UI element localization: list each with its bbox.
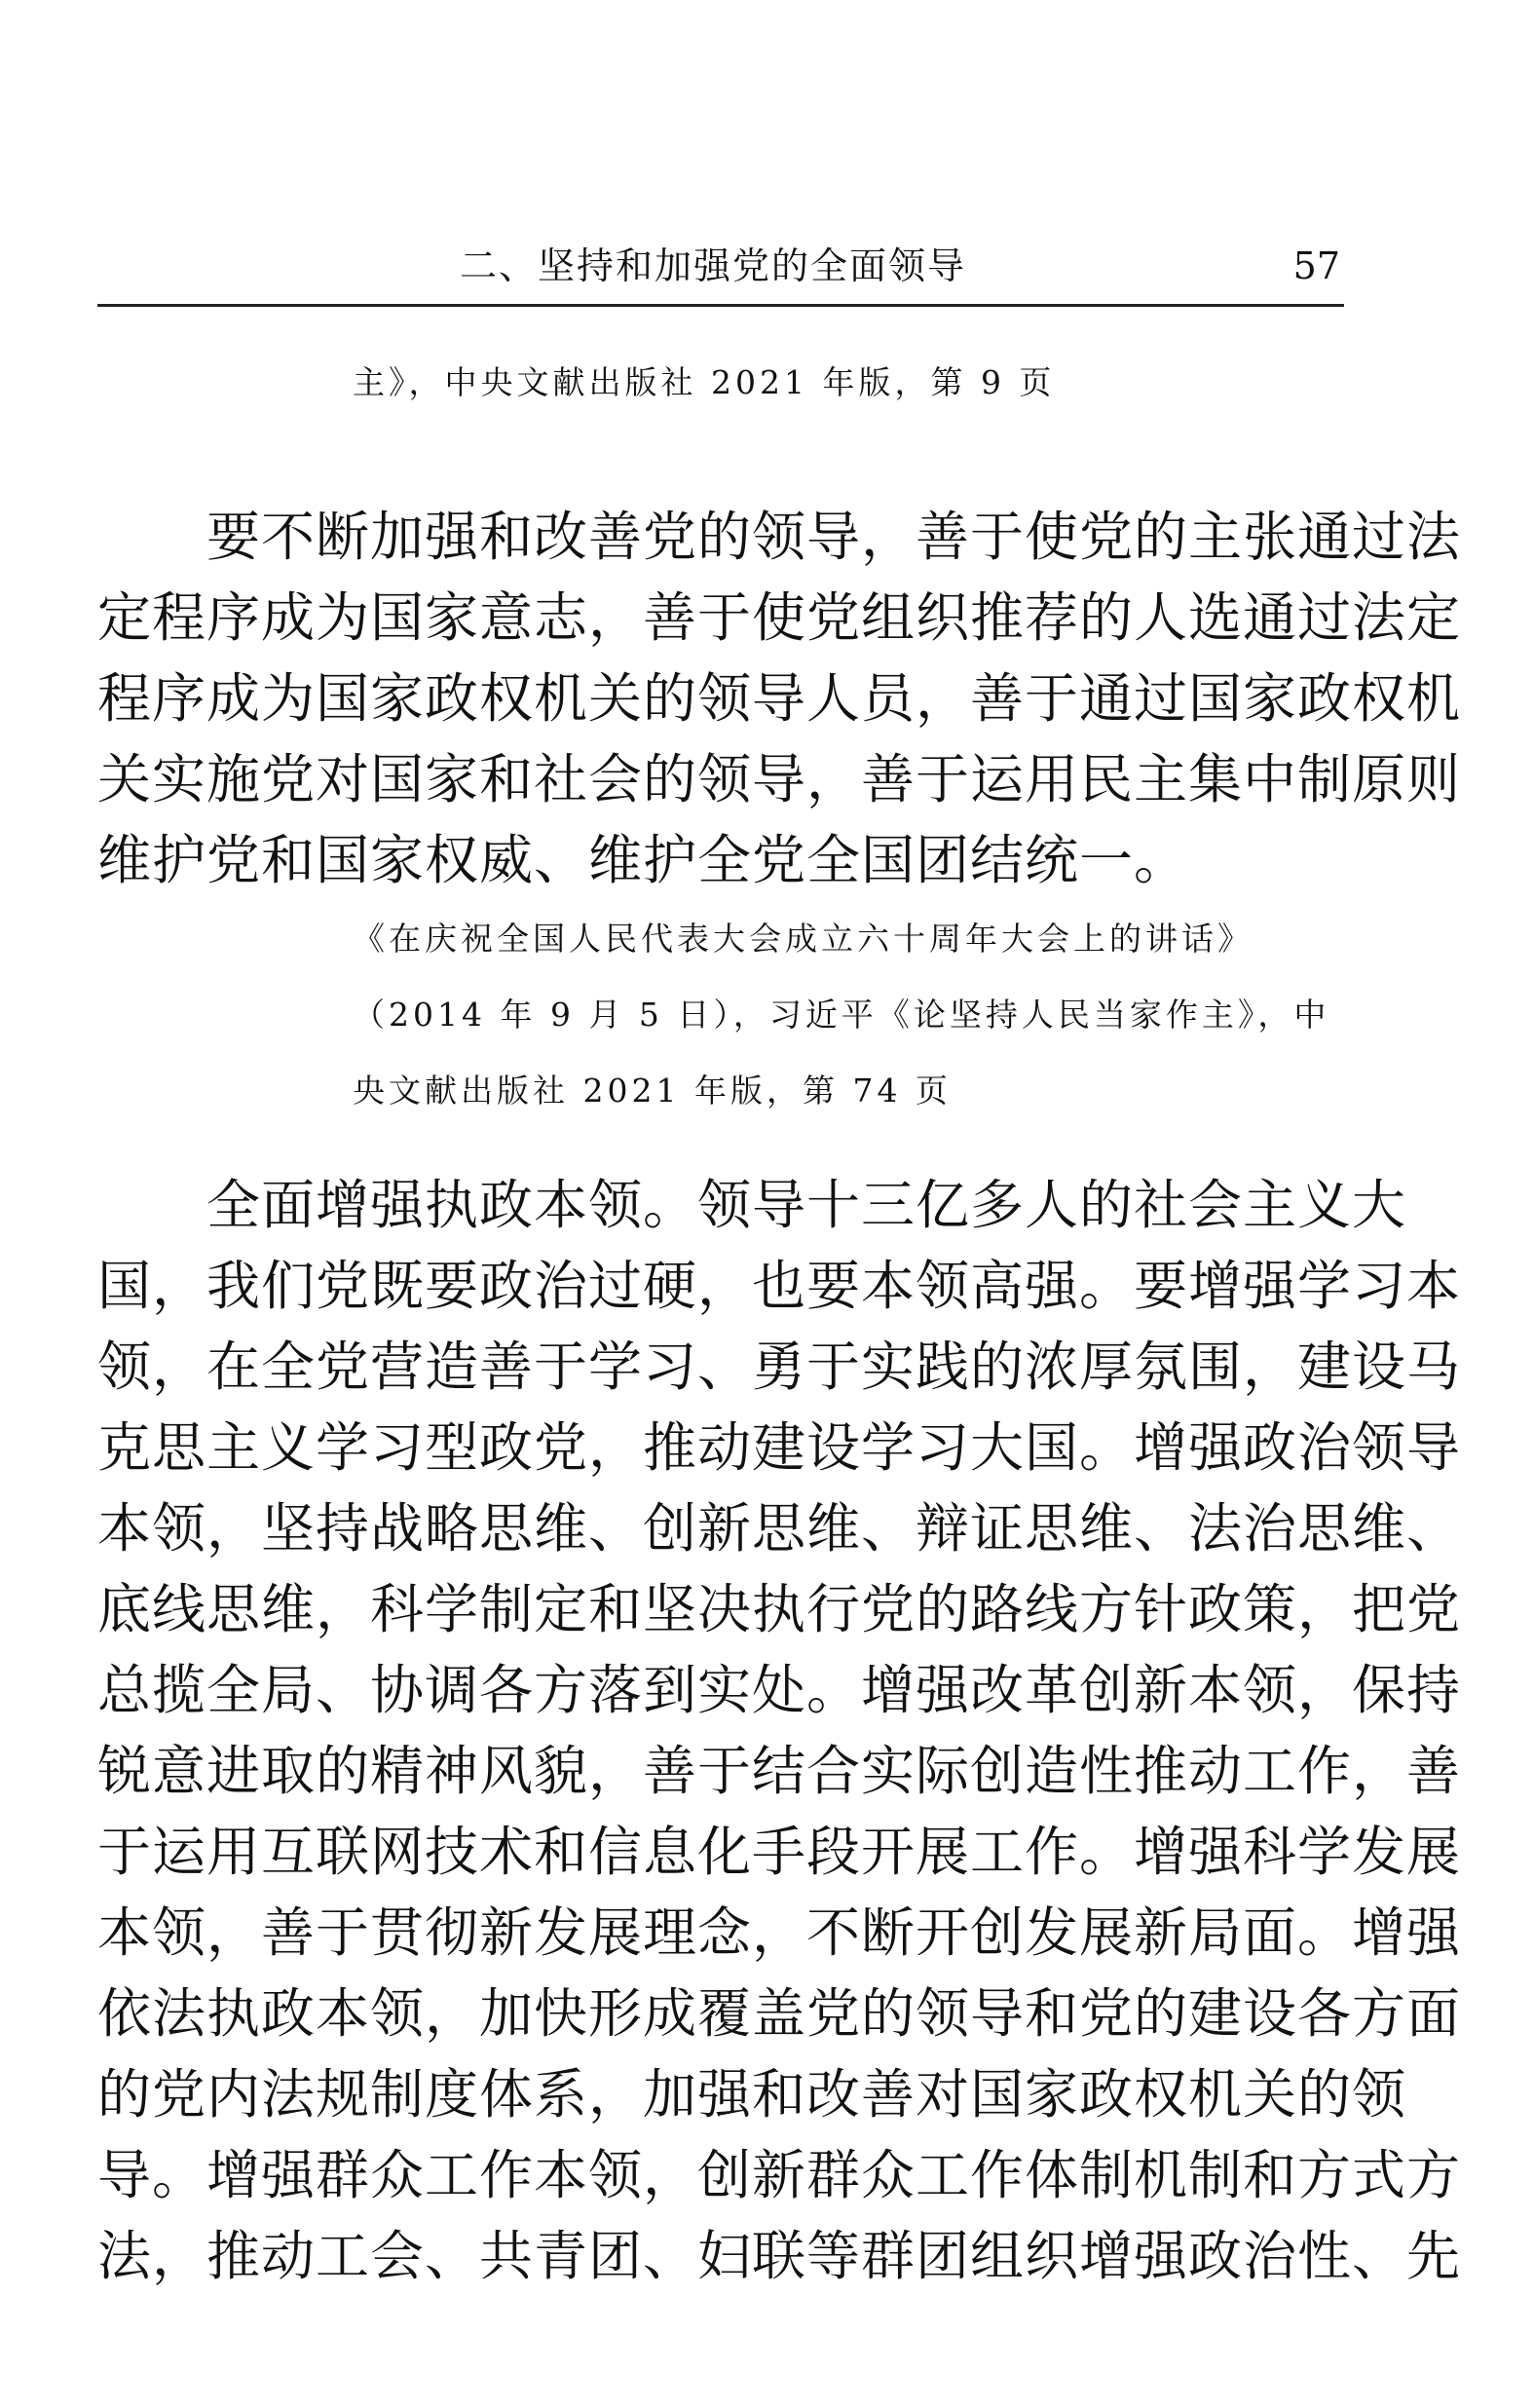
text-line: 于运用互联网技术和信息化手段开展工作。增强科学发展 [97,1821,1462,1883]
source-line: 《在庆祝全国人民代表大会成立六十周年大会上的讲话》 [353,920,1253,958]
source-note-continued: 主》，中央文献出版社 2021 年版，第 9 页 [353,363,1056,401]
text-line: 关实施党对国家和社会的领导，善于运用民主集中制原则 [97,748,1462,810]
chapter-title: 二、坚持和加强党的全面领导 [460,245,967,287]
running-header [97,242,1344,300]
quote-paragraph-2 [97,1165,1462,2297]
text-line: 导。增强群众工作本领，创新群众工作体制机制和方式方 [97,2144,1462,2206]
header-rule [97,304,1344,307]
text-line: 法，推动工会、共青团、妇联等群团组织增强政治性、先 [97,2225,1462,2287]
text-line: 维护党和国家权威、维护全党全国团结统一。 [97,829,1189,891]
text-line: 本领，善于贯彻新发展理念，不断开创发展新局面。增强 [97,1901,1462,1964]
text-line: 克思主义学习型政党，推动建设学习大国。增强政治领导 [97,1416,1462,1479]
text-line: 程序成为国家政权机关的领导人员，善于通过国家政权机 [97,667,1462,730]
text-line: 依法执政本领，加快形成覆盖党的领导和党的建设各方面 [97,1982,1462,2045]
source-note-1 [353,901,1329,1129]
text-line: 领，在全党营造善于学习、勇于实践的浓厚氛围，建设马 [97,1336,1462,1398]
page-number: 57 [1292,245,1340,287]
text-line: 锐意进取的精神风貌，善于结合实际创造性推动工作，善 [97,1740,1462,1802]
text-line: 底线思维，科学制定和坚决执行党的路线方针政策，把党 [97,1578,1462,1640]
text-line: 总揽全局、协调各方落到实处。增强改革创新本领，保持 [97,1659,1462,1721]
text-line: 的党内法规制度体系，加强和改善对国家政权机关的领 [97,2063,1407,2126]
text-line: 本领，坚持战略思维、创新思维、辩证思维、法治思维、 [97,1497,1462,1560]
quote-paragraph-1 [97,497,1462,901]
text-line: 全面增强执政本领。领导十三亿多人的社会主义大 [206,1174,1407,1236]
text-line: 定程序成为国家意志，善于使党组织推荐的人选通过法定 [97,586,1462,649]
text-line: 国，我们党既要政治过硬，也要本领高强。要增强学习本 [97,1255,1462,1317]
source-line: 央文献出版社 2021 年版，第 74 页 [353,1072,952,1110]
source-line: （2014 年 9 月 5 日），习近平《论坚持人民当家作主》，中 [353,996,1330,1034]
text-line: 要不断加强和改善党的领导，善于使党的主张通过法 [206,506,1462,568]
